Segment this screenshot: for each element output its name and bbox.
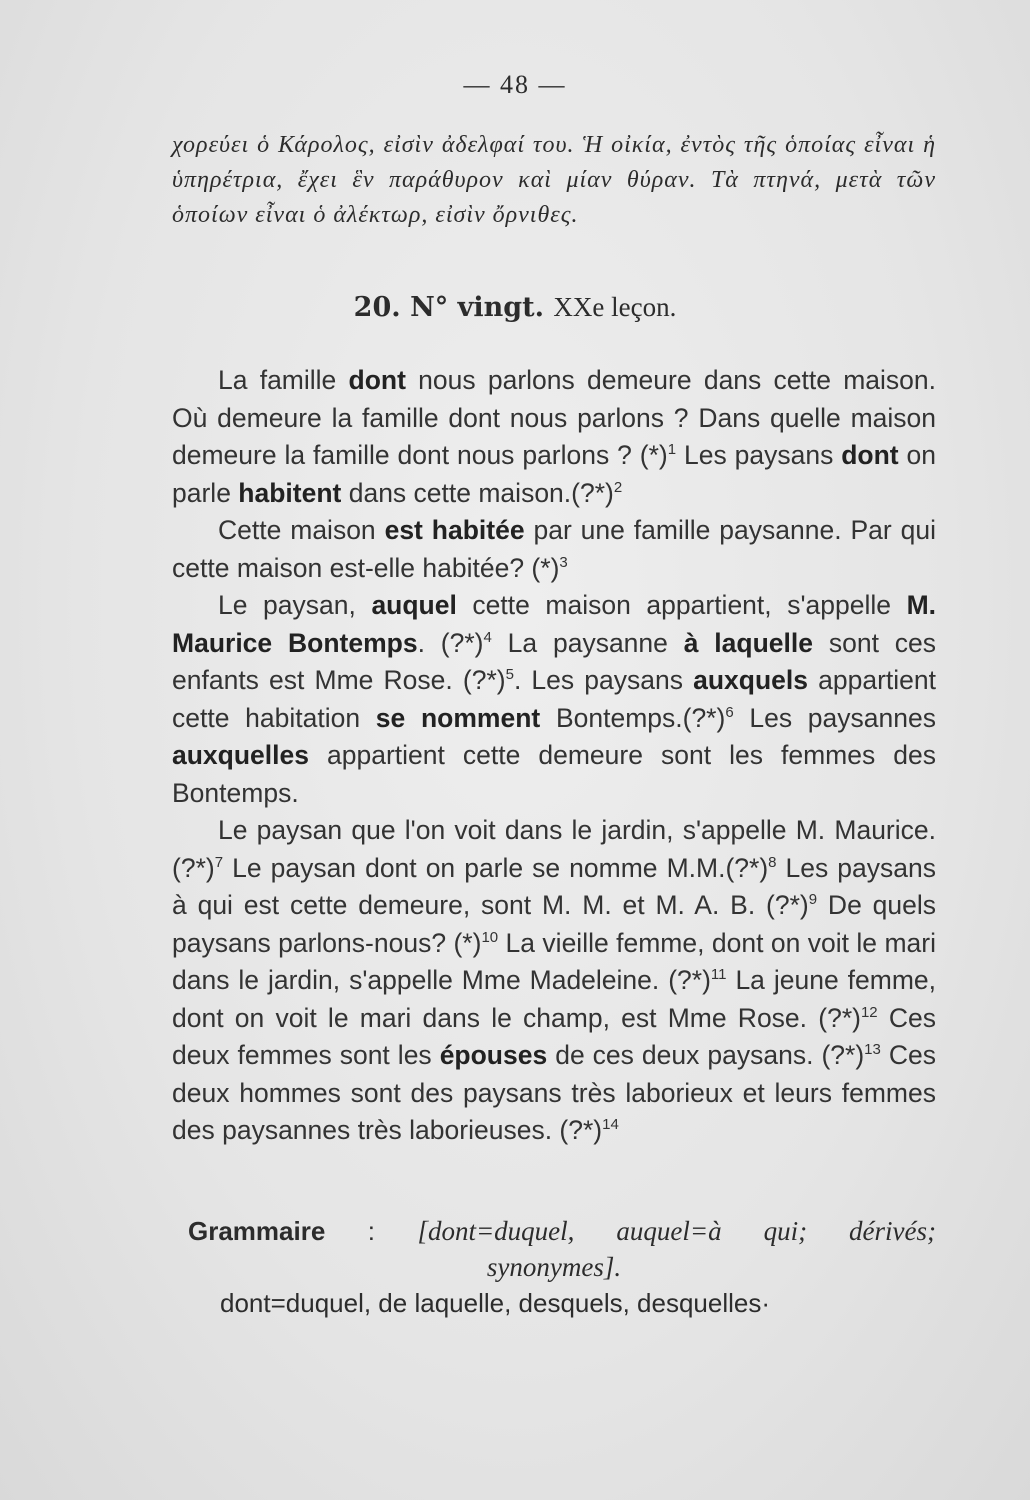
bold-term: dont [348,365,406,395]
bold-term: auquel [371,590,457,620]
grammar-line-3: dont=duquel, de laquelle, desquels, desquelles· [220,1288,771,1318]
text-run: Ces deux hommes sont des paysans très laborieux et leurs femmes des paysannes très laborieuses. (?*) [172,1040,936,1145]
footnote-ref: 7 [214,853,224,871]
footnote-ref: 3 [559,553,568,571]
bold-term: est habitée [384,515,525,545]
footnote-ref: 12 [860,1003,878,1021]
grammar-line-2: synonymes]. [486,1252,622,1282]
paragraph-3 [172,587,936,812]
grammar-section [172,1213,936,1321]
footnote-ref: 2 [613,478,623,496]
bold-term: M. Maurice Bontemps [172,590,936,658]
bold-term: à laquelle [683,627,813,658]
text-run: Bontemps.(?*) [540,702,726,733]
bold-term: dont [841,440,899,470]
lesson-body [172,362,936,1150]
bold-term: épouses [439,1040,548,1070]
text-run: Les paysannes [733,702,936,733]
text-run: on parle [172,440,937,508]
text-run: Les paysans à qui est cette demeure, sont M. M. et M. A. B. (?*) [172,852,936,920]
footnote-ref: 6 [725,703,734,721]
paragraph-2 [172,512,936,587]
footnote-ref: 9 [808,891,818,909]
lesson-heading [0,292,1030,323]
grammar-title: Grammaire [188,1216,326,1246]
text-run: Le paysan que l'on voit dans le jardin, s'appelle M. Maurice. (?*) [172,815,936,883]
bold-term: se nomment [375,702,541,733]
text-run: Les paysans [676,440,842,470]
footnote-ref: 4 [483,628,492,646]
footnote-ref: 8 [768,853,777,871]
text-run: dans cette maison.(?*) [341,477,614,508]
footnote-ref: 14 [602,1116,619,1134]
text-run: De quels paysans parlons-nous? (*) [172,890,936,958]
greek-paragraph: χορεύει ὁ Κάρολος, εἰσὶν ἀδελφαί του. Ἡ οἰκία, ἐντὸς τῆς ὁποίας εἶναι ἡ ὑπηρέτρια, ἔχει ἓν παράθυρον καὶ μίαν θύραν. Τὰ πτηνά, μετὰ τῶν ὁποίων εἶναι ὁ ἀλέκτωρ, εἰσὶν ὄρνιθες. [172,132,936,228]
bold-term: auxquelles [172,740,309,770]
lesson-number-words: N° vingt. [410,292,544,323]
text-run: par une famille paysanne. Par qui cette maison est-elle habitée? (*) [172,515,936,583]
text-run: . (?*) [417,627,484,658]
paragraph-4 [172,812,936,1150]
text-run: . Les paysans [513,665,694,695]
grammar-line-1 [172,1213,936,1249]
text-run: Le paysan, [218,590,372,620]
grammar-rule: [dont=duquel, auquel=à qui; dérivés; [417,1216,937,1246]
footnote-ref: 13 [864,1041,881,1059]
bold-term: auxquels [693,665,808,695]
text-run: sont ces enfants est Mme Rose. (?*) [172,627,937,695]
text-run: La jeune femme, dont on voit le mari dans le champ, est Mme Rose. (?*) [172,965,936,1033]
text-run: Cette maison [218,515,385,545]
text-run: Le paysan dont on parle se nomme M.M.(?*) [223,852,769,883]
footnote-ref: 1 [667,441,677,459]
text-run: La vieille femme, dont on voit le mari dans le jardin, s'appelle Mme Madeleine. (?*) [172,927,936,995]
lesson-number: 20. [353,292,401,323]
paragraph-1 [172,362,936,512]
grammar-colon: : [325,1216,418,1246]
footnote-ref: 11 [710,966,727,984]
footnote-ref: 10 [481,928,499,946]
text-run: cette maison appartient, s'appelle [456,590,907,620]
text-run: de ces deux paysans. (?*) [547,1040,865,1070]
text-run: appartient cette demeure sont les femmes des Bontemps. [172,740,936,808]
text-run: nous parlons demeure dans cette maison. Où demeure la famille dont nous parlons ? Dans quelle maison demeure la famille dont nous parlons ? (*) [172,365,936,470]
page-number: — 48 — [463,70,567,99]
lesson-title: XXe leçon. [553,292,677,322]
text-run: La famille [218,365,349,395]
bold-term: habitent [238,477,342,508]
text-run: appartient cette habitation [172,665,936,733]
text-run: La paysanne [491,627,684,658]
footnote-ref: 5 [505,666,514,684]
text-run: Ces deux femmes sont les [172,1002,936,1070]
